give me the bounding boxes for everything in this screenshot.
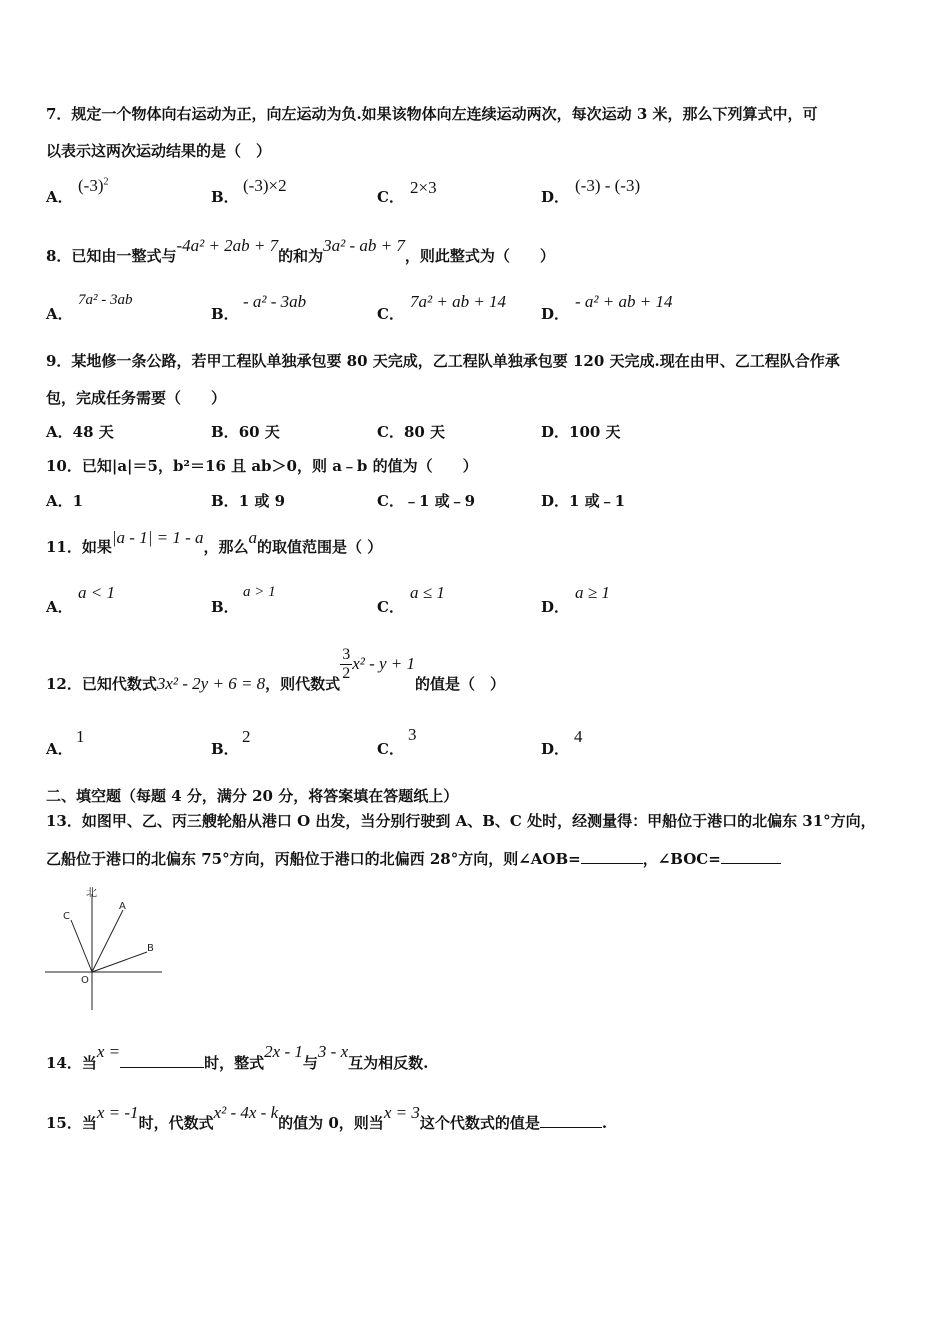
answer-blank-value[interactable] bbox=[540, 1113, 602, 1128]
q7-option-d[interactable]: D． bbox=[541, 188, 570, 206]
q10-option-a[interactable]: A．1 bbox=[46, 492, 84, 510]
q11-option-c[interactable]: C． bbox=[377, 598, 404, 616]
q7-option-d-expr: (-3) - (-3) bbox=[575, 176, 641, 195]
q10-option-b[interactable]: B．1 或 9 bbox=[211, 492, 286, 510]
q8-stem: 8．已知由一整式与-4a² + 2ab + 7的和为3a² - ab + 7，则此整式为（ ） bbox=[46, 236, 555, 265]
q8-expr2: 3a² - ab + 7 bbox=[323, 236, 405, 255]
ray-oc bbox=[71, 920, 92, 972]
q12-option-a-expr: 1 bbox=[76, 727, 85, 746]
q7-option-c-expr: 2×3 bbox=[410, 178, 437, 197]
q12-option-d-expr: 4 bbox=[574, 727, 583, 746]
q12-option-c[interactable]: C． bbox=[377, 740, 404, 758]
q12-option-a[interactable]: A． bbox=[46, 740, 73, 758]
q11-option-a[interactable]: A． bbox=[46, 598, 73, 616]
q8-option-d[interactable]: D． bbox=[541, 305, 570, 323]
q8-option-c-expr: 7a² + ab + 14 bbox=[410, 292, 507, 311]
q8-option-d-expr: - a² + ab + 14 bbox=[575, 292, 673, 311]
point-b-label: B bbox=[147, 943, 154, 954]
q14-expr2: 3 - x bbox=[317, 1042, 349, 1061]
q11-expr: |a - 1| = 1 - a bbox=[111, 528, 204, 547]
q10-option-c[interactable]: C．﹣1 或﹣9 bbox=[377, 492, 476, 510]
q7-line2: 以表示这两次运动结果的是（ ） bbox=[46, 142, 272, 160]
q7-line1: 7．规定一个物体向右运动为正，向左运动为负.如果该物体向左连续运动两次，每次运动 3 米，那么下列算式中，可 bbox=[46, 105, 818, 123]
answer-blank-aob[interactable] bbox=[581, 849, 643, 864]
q11-option-d[interactable]: D． bbox=[541, 598, 570, 616]
q12-stem: 12．已知代数式3x² - 2y + 6 = 8，则代数式 $\frac{3}{2}$ x² - y + 1的值是（ ） bbox=[46, 646, 506, 693]
q15-expr2: x² - 4x - k bbox=[213, 1103, 279, 1122]
q12-option-b-expr: 2 bbox=[242, 727, 251, 746]
q12-option-b[interactable]: B． bbox=[211, 740, 239, 758]
point-a-label: A bbox=[119, 901, 126, 912]
q15-stem: 15．当x = -1时，代数式x² - 4x - k的值为 0，则当x = 3这个代数式的值是 . bbox=[46, 1103, 608, 1132]
q9-line2: 包，完成任务需要（ ） bbox=[46, 389, 227, 407]
q7-option-b[interactable]: B． bbox=[211, 188, 239, 206]
north-label: 北 bbox=[86, 886, 97, 899]
q7-option-a-expr: $(-3)^2$ bbox=[78, 176, 109, 195]
q7-option-b-expr: (-3)×2 bbox=[243, 176, 287, 195]
section-heading: 二、填空题（每题 4 分，满分 20 分，将答案填在答题纸上） bbox=[46, 787, 459, 805]
q11-option-a-expr: a < 1 bbox=[78, 583, 115, 602]
q9-option-d[interactable]: D．100 天 bbox=[541, 423, 621, 441]
q10-stem: 10．已知|a|＝5，b²＝16 且 ab＞0，则 a﹣b 的值为（ ） bbox=[46, 457, 478, 475]
point-c-label: C bbox=[63, 911, 70, 922]
q9-line1: 9．某地修一条公路，若甲工程队单独承包要 80 天完成，乙工程队单独承包要 120 天完成.现在由甲、乙工程队合作承 bbox=[46, 352, 840, 370]
bearing-diagram bbox=[40, 880, 170, 1015]
answer-blank-boc[interactable] bbox=[721, 849, 781, 864]
origin-label: O bbox=[81, 975, 89, 986]
q8-option-a[interactable]: A． bbox=[46, 305, 73, 323]
q14-stem: 14．当x =时，整式2x - 1与3 - x互为相反数. bbox=[46, 1042, 429, 1072]
q12-option-c-expr: 3 bbox=[408, 725, 417, 744]
q15-expr3: x = 3 bbox=[383, 1103, 420, 1122]
q14-expr: x = bbox=[96, 1042, 121, 1061]
q8-option-b[interactable]: B． bbox=[211, 305, 239, 323]
q8-expr1: -4a² + 2ab + 7 bbox=[176, 236, 279, 255]
q13-line2: 乙船位于港口的北偏东 75°方向，丙船位于港口的北偏西 28°方向，则∠AOB= ，∠BOC= bbox=[46, 848, 781, 869]
q9-option-a[interactable]: A．48 天 bbox=[46, 423, 114, 441]
q11-option-c-expr: a ≤ 1 bbox=[410, 583, 445, 602]
q13-line1: 13．如图甲、乙、丙三艘轮船从港口 O 出发，当分别行驶到 A、B、C 处时，经测量得：甲船位于港口的北偏东 31°方向， bbox=[46, 812, 876, 830]
q12-option-d[interactable]: D． bbox=[541, 740, 570, 758]
q10-option-d[interactable]: D．1 或﹣1 bbox=[541, 492, 626, 510]
q14-expr1: 2x - 1 bbox=[264, 1042, 303, 1061]
q9-option-b[interactable]: B．60 天 bbox=[211, 423, 280, 441]
q7-option-c[interactable]: C． bbox=[377, 188, 404, 206]
q12-fraction: $\frac{3}{2}$ bbox=[342, 646, 351, 682]
q15-expr1: x = -1 bbox=[96, 1103, 139, 1122]
q8-option-c[interactable]: C． bbox=[377, 305, 404, 323]
q11-option-d-expr: a ≥ 1 bbox=[575, 583, 610, 602]
q11-var: a bbox=[248, 528, 258, 547]
q12-expr2: x² - y + 1 bbox=[352, 653, 416, 673]
q9-option-c[interactable]: C．80 天 bbox=[377, 423, 446, 441]
answer-blank-x[interactable] bbox=[120, 1053, 204, 1068]
q7-option-a[interactable]: A． bbox=[46, 188, 73, 206]
q12-expr1: 3x² - 2y + 6 = 8 bbox=[156, 673, 266, 693]
q8-option-b-expr: - a² - 3ab bbox=[243, 292, 307, 311]
q11-option-b[interactable]: B． bbox=[211, 598, 239, 616]
q11-option-b-expr: a > 1 bbox=[243, 584, 276, 600]
q11-stem: 11．如果|a - 1| = 1 - a，那么a的取值范围是（ ） bbox=[46, 528, 383, 556]
q8-option-a-expr: 7a² - 3ab bbox=[78, 292, 133, 308]
